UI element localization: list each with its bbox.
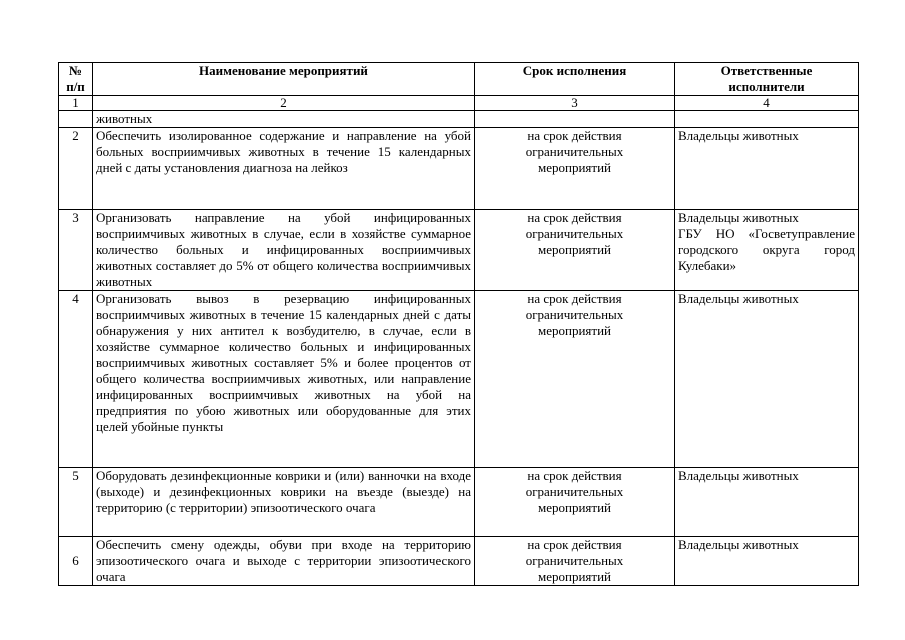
measure-term bbox=[475, 537, 675, 586]
measure-term bbox=[475, 468, 675, 537]
text-line: Владельцы животных bbox=[678, 128, 799, 143]
measure-responsible bbox=[675, 111, 859, 128]
text-line: мероприятий bbox=[538, 160, 611, 175]
measure-responsible bbox=[675, 128, 859, 210]
table-row bbox=[59, 537, 859, 586]
header-responsible bbox=[675, 63, 859, 96]
measure-name: Обеспечить изолированное содержание и направление на убой больных восприимчивых животных в течение 15 календарных дней с даты установления диагноза на лейкоз bbox=[93, 128, 475, 210]
column-number: 4 bbox=[675, 96, 859, 111]
row-num: 6 bbox=[59, 537, 93, 586]
measure-name: Организовать направление на убой инфицированных восприимчивых животных в случае, если в хозяйстве суммарное количество больных и инфицированных восприимчивых животных составляет до 5% от общего количества восприимчивых животных bbox=[93, 210, 475, 291]
column-number-row bbox=[59, 96, 859, 111]
table-row bbox=[59, 291, 859, 468]
row-num: 3 bbox=[59, 210, 93, 291]
text-line: п/п bbox=[66, 79, 85, 94]
column-number: 2 bbox=[93, 96, 475, 111]
text-line: ограничительных bbox=[525, 484, 624, 499]
text-line: исполнители bbox=[728, 79, 805, 94]
measure-name: Оборудовать дезинфекционные коврики и (или) ванночки на входе (выходе) и дезинфекционных коврики на въезде (выезде) на территорию (с территории) эпизоотического очага bbox=[93, 468, 475, 537]
measure-responsible bbox=[675, 468, 859, 537]
text-line: Владельцы животных bbox=[678, 210, 799, 225]
text-line: на срок действия bbox=[527, 537, 622, 552]
text-line: Владельцы животных bbox=[678, 537, 799, 552]
measures-table bbox=[58, 62, 859, 586]
text-line: на срок действия bbox=[527, 128, 622, 143]
table-row bbox=[59, 210, 859, 291]
column-number: 3 bbox=[475, 96, 675, 111]
row-num: 2 bbox=[59, 128, 93, 210]
text-line: ограничительных bbox=[525, 307, 624, 322]
text-line: мероприятий bbox=[538, 323, 611, 338]
header-name: Наименование мероприятий bbox=[93, 63, 475, 96]
text-line: № bbox=[68, 63, 83, 78]
text-line: на срок действия bbox=[527, 468, 622, 483]
table-row bbox=[59, 128, 859, 210]
row-num bbox=[59, 111, 93, 128]
measure-responsible bbox=[675, 210, 859, 291]
text-line: мероприятий bbox=[538, 569, 611, 584]
text-line: ГБУ НО «Госветуправление городского округа город Кулебаки» bbox=[678, 226, 855, 273]
header-num bbox=[59, 63, 93, 96]
measure-term bbox=[475, 291, 675, 468]
text-line: на срок действия bbox=[527, 210, 622, 225]
measure-name: Обеспечить смену одежды, обуви при входе на территорию эпизоотического очага и выходе с территории эпизоотического очага bbox=[93, 537, 475, 586]
measure-name: Организовать вывоз в резервацию инфицированных восприимчивых животных в течение 15 календарных дней с даты обнаружения у них антител к возбудителю, в случае, если в хозяйстве суммарное количество больных и инфицированных восприимчивых животных составляет 5% и более процентов от общего количества восприимчивых животных, или направление инфицированных восприимчивых животных на убой на предприятия по убою животных или оборудованные для этих целей убойные пункты bbox=[93, 291, 475, 468]
text-line: ограничительных bbox=[525, 226, 624, 241]
measure-name: животных bbox=[93, 111, 475, 128]
measure-responsible bbox=[675, 537, 859, 586]
row-num: 5 bbox=[59, 468, 93, 537]
text-line: на срок действия bbox=[527, 291, 622, 306]
text-line: мероприятий bbox=[538, 242, 611, 257]
measure-responsible bbox=[675, 291, 859, 468]
continuation-row bbox=[59, 111, 859, 128]
text-line: Ответственные bbox=[720, 63, 813, 78]
text-line: ограничительных bbox=[525, 553, 624, 568]
text-line: Владельцы животных bbox=[678, 468, 799, 483]
row-num: 4 bbox=[59, 291, 93, 468]
measure-term bbox=[475, 111, 675, 128]
header-term: Срок исполнения bbox=[475, 63, 675, 96]
text-line: Владельцы животных bbox=[678, 291, 799, 306]
text-line: ограничительных bbox=[525, 144, 624, 159]
measure-term bbox=[475, 128, 675, 210]
header-row bbox=[59, 63, 859, 96]
column-number: 1 bbox=[59, 96, 93, 111]
measure-term bbox=[475, 210, 675, 291]
text-line: мероприятий bbox=[538, 500, 611, 515]
table-row bbox=[59, 468, 859, 537]
